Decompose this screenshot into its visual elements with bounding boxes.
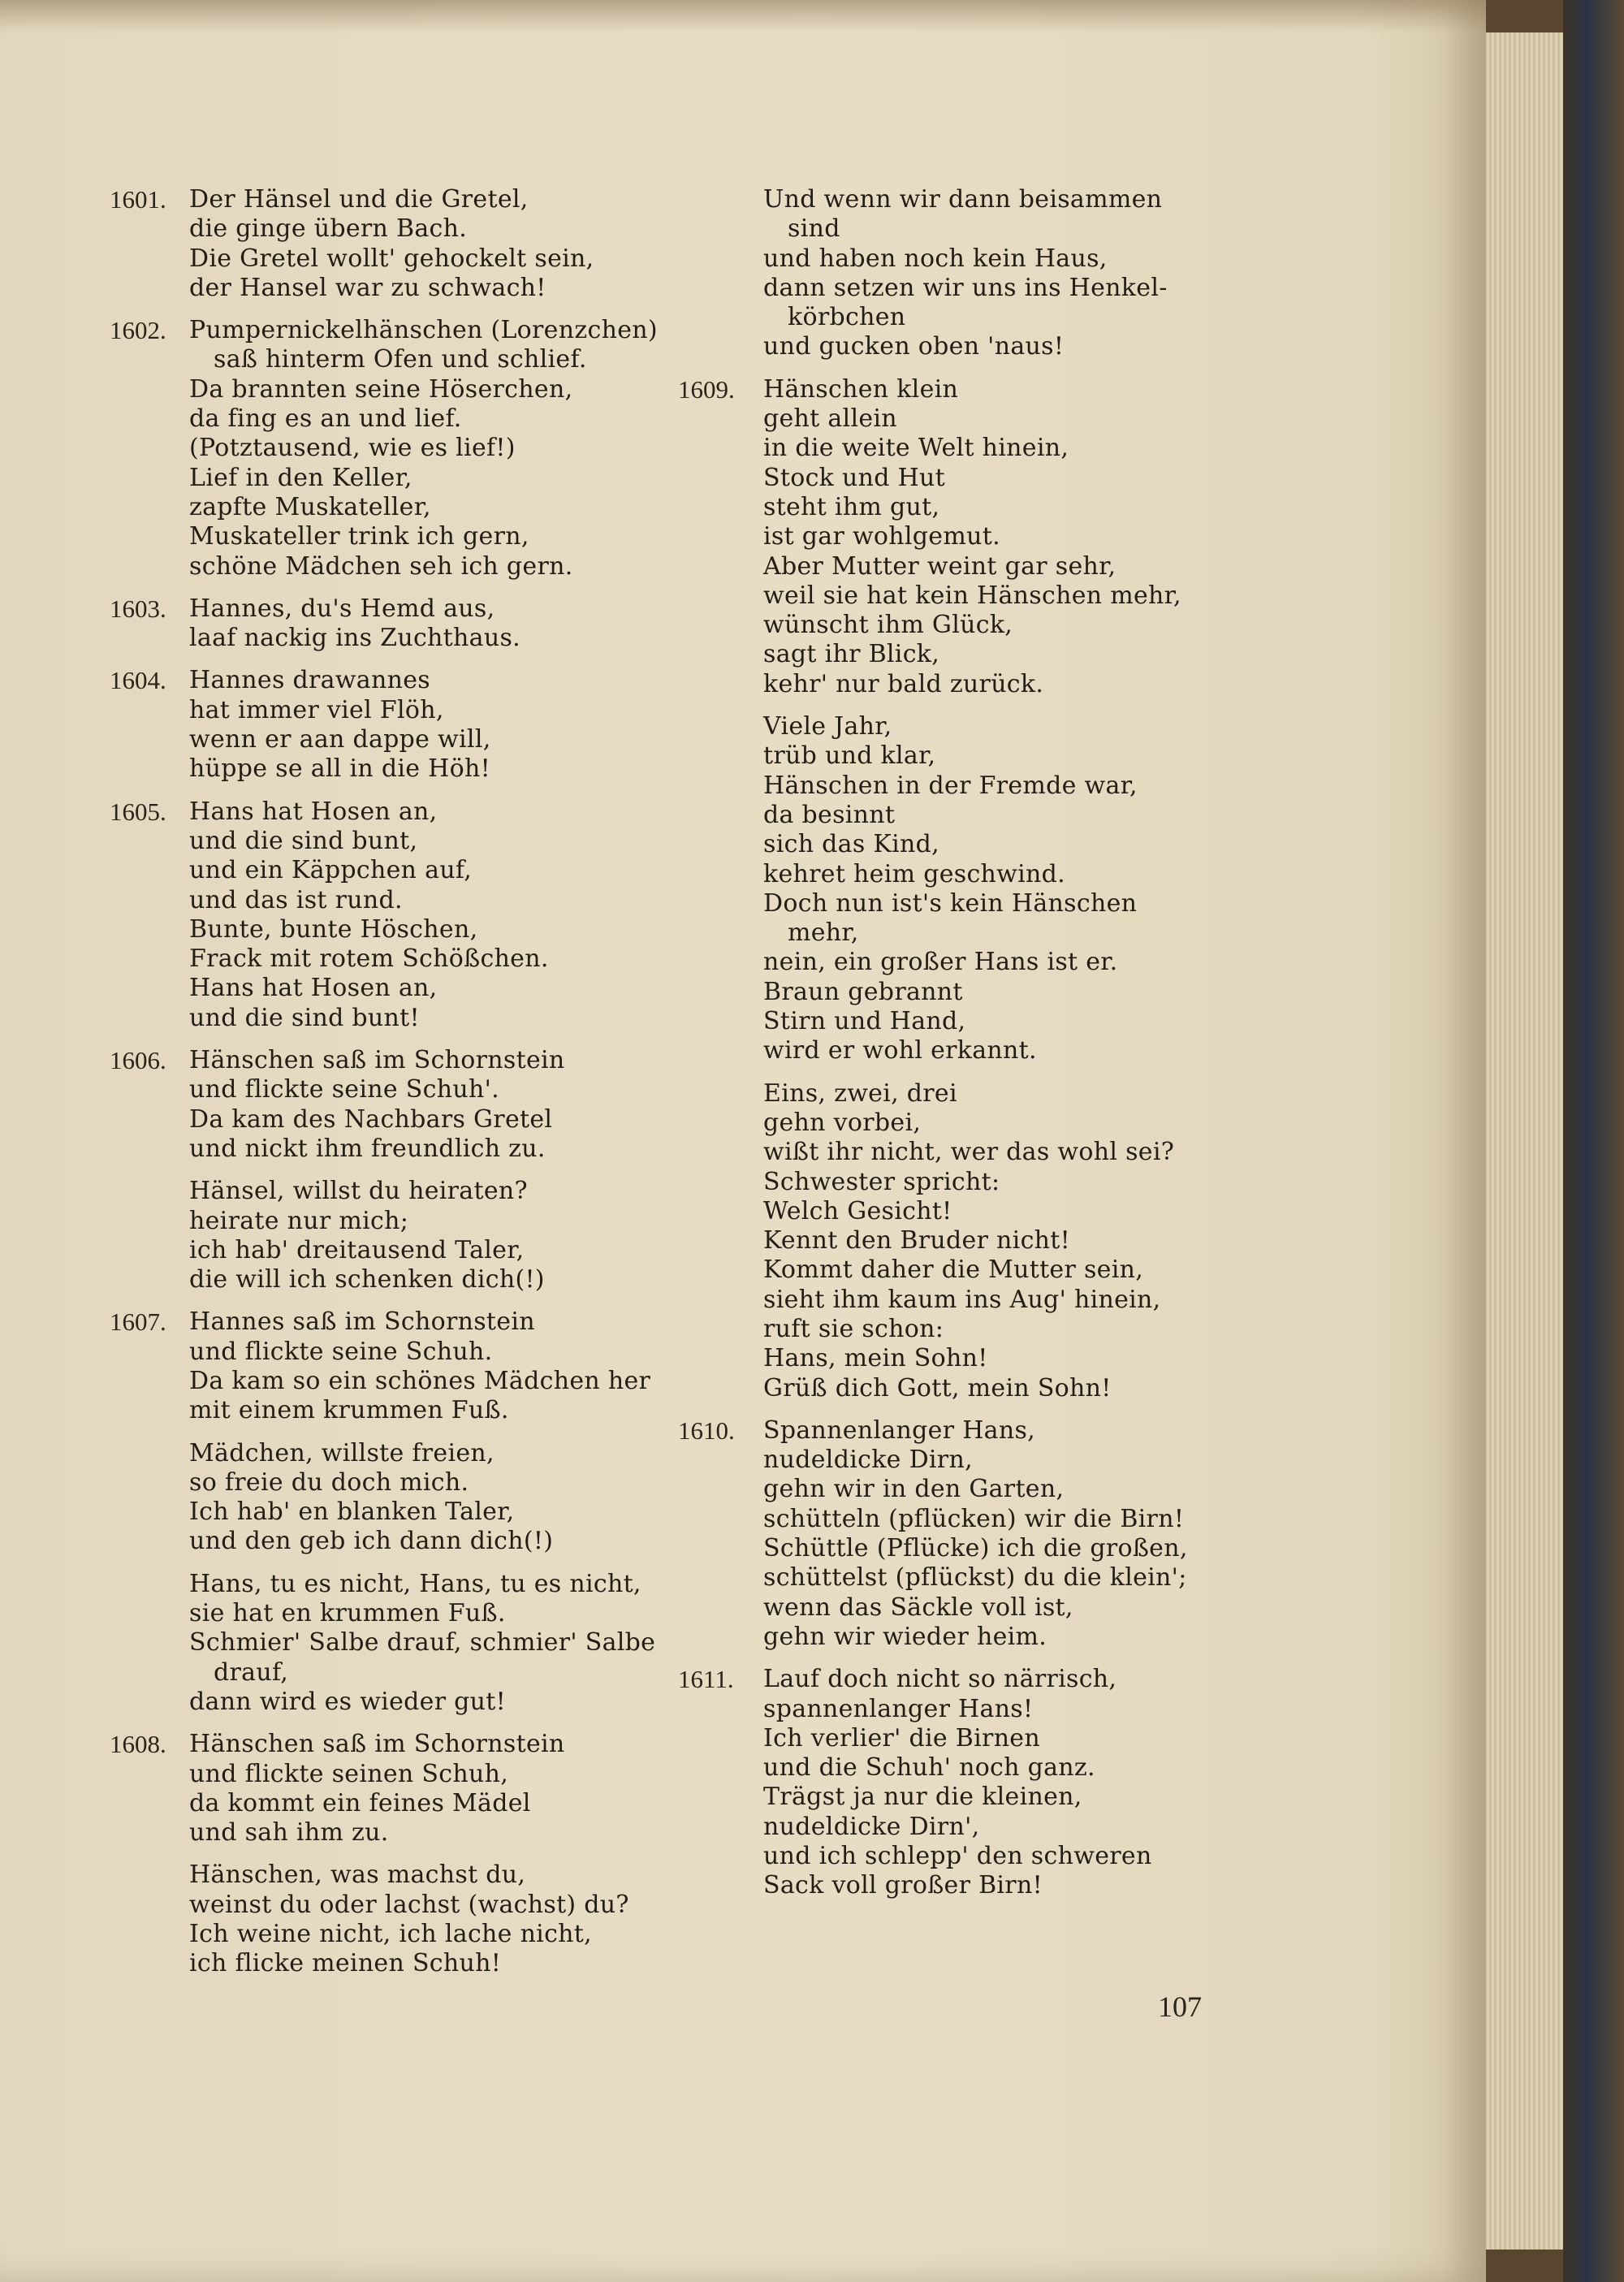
verse-number: 1609. bbox=[678, 374, 735, 404]
verse-line: geht allein bbox=[763, 404, 897, 434]
verse-line: Hannes saß im Schornstein bbox=[189, 1307, 535, 1337]
verse-line: nudeldicke Dirn', bbox=[763, 1812, 980, 1841]
verse-line: Mädchen, willste freien, bbox=[189, 1438, 495, 1467]
verse-number: 1603. bbox=[110, 594, 166, 623]
verse-line: da besinnt bbox=[763, 800, 896, 829]
verse-entry bbox=[110, 185, 678, 303]
verse-line: Hänschen klein bbox=[763, 374, 959, 404]
verse-line: und flickte seinen Schuh, bbox=[189, 1759, 509, 1788]
verse-entry bbox=[110, 1307, 678, 1717]
verse-line: Lief in den Keller, bbox=[189, 463, 412, 492]
verse-line: wißt ihr nicht, wer das wohl sei? bbox=[763, 1138, 1175, 1167]
verse-line: sind bbox=[788, 214, 840, 244]
verse-number: 1604. bbox=[110, 666, 166, 695]
verse-line: wenn er aan dappe will, bbox=[189, 725, 491, 754]
verse-line: ruft sie schon: bbox=[763, 1314, 944, 1343]
verse-line: nudeldicke Dirn, bbox=[763, 1446, 973, 1475]
verse-lines bbox=[763, 1665, 1263, 1900]
verse-number: 1610. bbox=[678, 1415, 735, 1445]
verse-line: kehr' nur bald zurück. bbox=[763, 669, 1044, 698]
verse-entry bbox=[110, 666, 678, 784]
verse-line: Muskateller trink ich gern, bbox=[189, 522, 529, 551]
verse-line: sieht ihm kaum ins Aug' hinein, bbox=[763, 1285, 1161, 1314]
verse-line: sagt ihr Blick, bbox=[763, 640, 940, 669]
verse-line: schüttelst (pflückst) du die klein'; bbox=[763, 1563, 1187, 1593]
stanza-gap bbox=[763, 1066, 1263, 1079]
verse-line: gehn wir in den Garten, bbox=[763, 1475, 1065, 1504]
verse-line: und den geb ich dann dich(!) bbox=[189, 1527, 554, 1556]
verse-line: Da kam so ein schönes Mädchen her bbox=[189, 1366, 651, 1395]
verse-number: 1605. bbox=[110, 797, 166, 826]
verse-line: Hannes, du's Hemd aus, bbox=[189, 594, 495, 623]
page-top-shadow bbox=[0, 0, 1486, 32]
verse-line: da kommt ein feines Mädel bbox=[189, 1788, 531, 1817]
verse-line: Ich hab' en blanken Taler, bbox=[189, 1498, 515, 1527]
verse-line: und das ist rund. bbox=[189, 885, 403, 914]
verse-line: Da kam des Nachbars Gretel bbox=[189, 1104, 553, 1134]
stanza-gap bbox=[189, 1426, 678, 1439]
verse-lines bbox=[678, 185, 1263, 362]
verse-number: 1611. bbox=[678, 1665, 734, 1694]
verse-line: Sack voll großer Birn! bbox=[763, 1871, 1043, 1900]
verse-line: Stock und Hut bbox=[763, 463, 946, 492]
verse-number: 1608. bbox=[110, 1730, 166, 1759]
stanza-gap bbox=[189, 1848, 678, 1861]
verse-line: Stirn und Hand, bbox=[763, 1007, 966, 1036]
verse-line: Lauf doch nicht so närrisch, bbox=[763, 1665, 1117, 1694]
verse-number: 1602. bbox=[110, 316, 166, 345]
verse-line: der Hansel war zu schwach! bbox=[189, 273, 546, 302]
verse-lines bbox=[763, 1416, 1263, 1652]
verse-lines bbox=[189, 594, 678, 654]
verse-line: und die Schuh' noch ganz. bbox=[763, 1753, 1095, 1783]
verse-line: Da brannten seine Höserchen, bbox=[189, 374, 573, 404]
stanza-gap bbox=[189, 1557, 678, 1570]
verse-line: spannenlanger Hans! bbox=[763, 1694, 1034, 1723]
verse-line: Frack mit rotem Schößchen. bbox=[189, 944, 549, 974]
verse-line: und flickte seine Schuh'. bbox=[189, 1075, 499, 1104]
verse-line: und die sind bunt! bbox=[189, 1003, 420, 1032]
verse-line: und ich schlepp' den schweren bbox=[763, 1842, 1152, 1871]
verse-entry bbox=[110, 1046, 678, 1294]
verse-number: 1606. bbox=[110, 1046, 166, 1075]
verse-entry bbox=[678, 375, 1263, 1403]
verse-line: Eins, zwei, drei bbox=[763, 1078, 957, 1108]
verse-line: und haben noch kein Haus, bbox=[763, 244, 1108, 273]
verse-line: Der Hänsel und die Gretel, bbox=[189, 185, 529, 214]
verse-line: hüppe se all in die Höh! bbox=[189, 754, 490, 784]
verse-line: und nickt ihm freundlich zu. bbox=[189, 1134, 546, 1163]
verse-line: sich das Kind, bbox=[763, 830, 939, 859]
verse-line: Grüß dich Gott, mein Sohn! bbox=[763, 1373, 1112, 1402]
verse-line: Viele Jahr, bbox=[763, 712, 892, 741]
right-column bbox=[678, 185, 1263, 1914]
verse-line: wenn das Säckle voll ist, bbox=[763, 1593, 1073, 1622]
verse-line: und ein Käppchen auf, bbox=[189, 856, 473, 885]
verse-line: Hans hat Hosen an, bbox=[189, 974, 438, 1003]
verse-line: in die weite Welt hinein, bbox=[763, 434, 1069, 463]
verse-line: Kennt den Bruder nicht! bbox=[763, 1226, 1071, 1256]
verse-line: sie hat en krummen Fuß. bbox=[189, 1599, 506, 1628]
verse-lines bbox=[189, 185, 678, 303]
verse-line: Spannenlanger Hans, bbox=[763, 1415, 1035, 1445]
verse-line: Doch nun ist's kein Hänschen bbox=[763, 888, 1138, 918]
verse-line: Hänschen saß im Schornstein bbox=[189, 1730, 565, 1759]
verse-line: dann wird es wieder gut! bbox=[189, 1687, 507, 1716]
verse-line: Schwester spricht: bbox=[763, 1167, 1000, 1196]
verse-line: Schmier' Salbe drauf, schmier' Salbe bbox=[189, 1628, 656, 1657]
verse-line: dann setzen wir uns ins Henkel- bbox=[763, 273, 1168, 302]
verse-line: trüb und klar, bbox=[763, 741, 936, 771]
verse-line: Hänschen in der Fremde war, bbox=[763, 771, 1138, 800]
verse-line: kehret heim geschwind. bbox=[763, 859, 1066, 888]
verse-lines bbox=[189, 1307, 678, 1717]
verse-line: gehn wir wieder heim. bbox=[763, 1622, 1047, 1651]
stanza-gap bbox=[763, 699, 1263, 712]
verse-lines bbox=[189, 316, 678, 581]
verse-line: wird er wohl erkannt. bbox=[763, 1036, 1037, 1065]
verse-line: Pumpernickelhänschen (Lorenzchen) bbox=[189, 316, 658, 345]
verse-entry bbox=[110, 594, 678, 654]
verse-line: Bunte, bunte Höschen, bbox=[189, 914, 478, 944]
verse-line: und flickte seine Schuh. bbox=[189, 1337, 493, 1366]
verse-line: laaf nackig ins Zuchthaus. bbox=[189, 624, 520, 653]
verse-line: steht ihm gut, bbox=[763, 492, 940, 521]
verse-line: Hänschen, was machst du, bbox=[189, 1861, 526, 1890]
verse-line: zapfte Muskateller, bbox=[189, 492, 431, 521]
verse-entry bbox=[678, 1665, 1263, 1900]
verse-lines bbox=[189, 666, 678, 784]
page-stack-edge bbox=[1486, 32, 1563, 2250]
verse-line: ich hab' dreitausend Taler, bbox=[189, 1235, 525, 1264]
verse-line: (Potztausend, wie es lief!) bbox=[189, 434, 516, 463]
verse-line: Hannes drawannes bbox=[189, 666, 430, 695]
verse-line: Und wenn wir dann beisammen bbox=[763, 185, 1163, 214]
verse-line: Hans, tu es nicht, Hans, tu es nicht, bbox=[189, 1569, 641, 1598]
verse-line: drauf, bbox=[214, 1657, 289, 1687]
verse-line: mehr, bbox=[788, 918, 859, 948]
verse-line: Ich verlier' die Birnen bbox=[763, 1723, 1040, 1753]
verse-entry bbox=[110, 1730, 678, 1978]
verse-lines bbox=[189, 1046, 678, 1294]
verse-line: ist gar wohlgemut. bbox=[763, 522, 1000, 551]
book-cover-edge bbox=[1563, 0, 1624, 2282]
verse-line: und gucken oben 'naus! bbox=[763, 332, 1065, 361]
verse-line: Trägst ja nur die kleinen, bbox=[763, 1783, 1082, 1812]
verse-line: schütteln (pflücken) wir die Birn! bbox=[763, 1504, 1185, 1533]
verse-line: Die Gretel wollt' gehockelt sein, bbox=[189, 244, 594, 273]
verse-lines bbox=[763, 375, 1263, 1403]
verse-line: Welch Gesicht! bbox=[763, 1196, 952, 1225]
verse-lines bbox=[189, 1730, 678, 1978]
page-number: 107 bbox=[1158, 1990, 1202, 2023]
verse-lines bbox=[189, 797, 678, 1033]
left-column bbox=[110, 185, 678, 1992]
verse-line: Ich weine nicht, ich lache nicht, bbox=[189, 1920, 592, 1949]
verse-line: Hans hat Hosen an, bbox=[189, 797, 438, 826]
verse-entry bbox=[110, 316, 678, 581]
verse-line: saß hinterm Ofen und schlief. bbox=[214, 345, 587, 374]
verse-line: körbchen bbox=[788, 303, 906, 332]
verse-line: Aber Mutter weint gar sehr, bbox=[763, 551, 1116, 581]
verse-line: die ginge übern Bach. bbox=[189, 214, 468, 244]
verse-line: Braun gebrannt bbox=[763, 977, 963, 1006]
verse-line: nein, ein großer Hans ist er. bbox=[763, 948, 1118, 977]
verse-number: 1601. bbox=[110, 185, 166, 214]
verse-line: Schüttle (Pflücke) ich die großen, bbox=[763, 1534, 1188, 1563]
verse-number: 1607. bbox=[110, 1307, 166, 1337]
verse-entry bbox=[678, 185, 1263, 362]
verse-line: Hans, mein Sohn! bbox=[763, 1344, 988, 1373]
verse-line: schöne Mädchen seh ich gern. bbox=[189, 551, 573, 581]
verse-line: gehn vorbei, bbox=[763, 1108, 922, 1137]
verse-line: und die sind bunt, bbox=[189, 826, 418, 855]
verse-line: und sah ihm zu. bbox=[189, 1818, 389, 1848]
verse-line: Kommt daher die Mutter sein, bbox=[763, 1256, 1144, 1285]
verse-line: Hänsel, willst du heiraten? bbox=[189, 1177, 528, 1206]
stanza-gap bbox=[189, 1164, 678, 1177]
verse-line: weinst du oder lachst (wachst) du? bbox=[189, 1890, 629, 1919]
verse-line: hat immer viel Flöh, bbox=[189, 695, 444, 724]
verse-entry bbox=[110, 797, 678, 1033]
verse-line: wünscht ihm Glück, bbox=[763, 611, 1013, 640]
verse-line: die will ich schenken dich(!) bbox=[189, 1265, 545, 1294]
verse-entry bbox=[678, 1416, 1263, 1652]
verse-line: so freie du doch mich. bbox=[189, 1467, 469, 1497]
verse-line: heirate nur mich; bbox=[189, 1206, 409, 1235]
verse-line: da fing es an und lief. bbox=[189, 404, 462, 434]
verse-line: ich flicke meinen Schuh! bbox=[189, 1949, 502, 1978]
verse-line: weil sie hat kein Hänschen mehr, bbox=[763, 581, 1181, 610]
verse-line: mit einem krummen Fuß. bbox=[189, 1396, 509, 1425]
verse-line: Hänschen saß im Schornstein bbox=[189, 1046, 565, 1075]
